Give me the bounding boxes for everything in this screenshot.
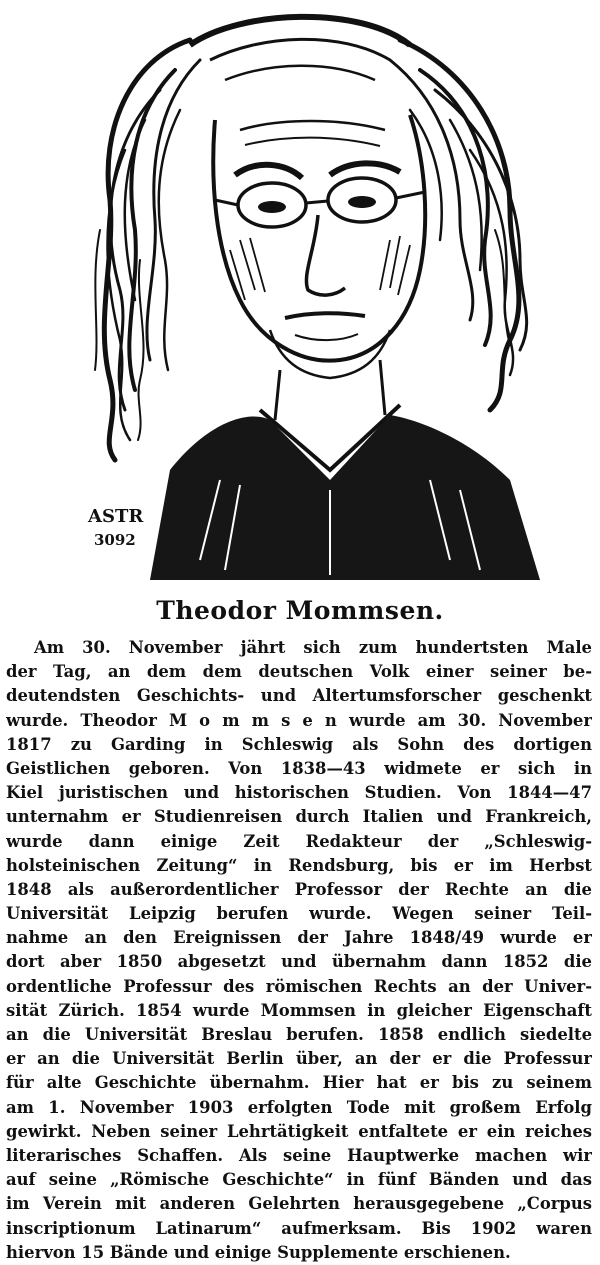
artist-signature <box>87 506 144 549</box>
article-line: Kiel juristischen und historischen Studien. Von 1844—47 <box>6 783 592 803</box>
portrait-illustration <box>40 0 560 580</box>
article-line: wurde dann einige Zeit Redakteur der „Schleswig- <box>6 831 592 851</box>
article-line: für alte Geschichte übernahm. Hier hat er bis zu seinem <box>6 1073 592 1093</box>
svg-text:ASTR: ASTR <box>88 506 144 527</box>
article-line: inscriptionum Latinarum“ aufmerksam. Bis 1902 waren <box>6 1218 592 1238</box>
article-line: ordentliche Professur des römischen Rechts an der Univer- <box>6 976 592 996</box>
article-line: unternahm er Studienreisen durch Italien und Frankreich, <box>6 807 592 827</box>
article-line: nahme an den Ereignissen der Jahre 1848/49 wurde er <box>6 928 592 948</box>
article-line: Universität Leipzig berufen wurde. Wegen seiner Teil- <box>6 904 592 924</box>
article-line: am 1. November 1903 erfolgten Tode mit großem Erfolg <box>6 1097 592 1117</box>
article-line: 1848 als außerordentlicher Professor der Rechte an die <box>6 879 592 899</box>
article-line: sität Zürich. 1854 wurde Mommsen in gleicher Eigenschaft <box>6 1000 592 1020</box>
article-line: literarisches Schaffen. Als seine Hauptwerke machen wir <box>6 1145 592 1165</box>
article-line: hiervon 15 Bände und einige Supplemente erschienen. <box>6 1242 511 1262</box>
article-line: holsteinischen Zeitung“ in Rendsburg, bis er im Herbst <box>6 855 592 875</box>
article-line: im Verein mit anderen Gelehrten herausgegebene „Corpus <box>6 1194 592 1214</box>
article-line: auf seine „Römische Geschichte“ in fünf Bänden und das <box>6 1170 592 1190</box>
article-line: deutendsten Geschichts- und Altertumsforscher geschenkt <box>6 686 592 706</box>
article-line: gewirkt. Neben seiner Lehrtätigkeit entfaltete er ein reiches <box>6 1121 592 1141</box>
portrait-drawing <box>40 0 560 580</box>
article-line: dort aber 1850 abgesetzt und übernahm dann 1852 die <box>6 952 592 972</box>
article-body <box>6 636 592 1265</box>
article-line: Am 30. November jährt sich zum hundertsten Male <box>34 638 592 657</box>
article-line: an die Universität Breslau berufen. 1858 endlich siedelte <box>6 1025 592 1044</box>
article-line: der Tag, an dem dem deutschen Volk einer seiner be- <box>6 662 592 682</box>
svg-text:3092: 3092 <box>94 531 136 549</box>
article-title: Theodor Mommsen. <box>156 596 444 625</box>
article-line: wurde. Theodor M o m m s e n wurde am 30. November <box>6 710 592 730</box>
article-line: er an die Universität Berlin über, an der er die Professur <box>6 1049 592 1069</box>
article-line: 1817 zu Garding in Schleswig als Sohn des dortigen <box>6 734 592 754</box>
article-line: Geistlichen geboren. Von 1838—43 widmete er sich in <box>6 758 592 778</box>
